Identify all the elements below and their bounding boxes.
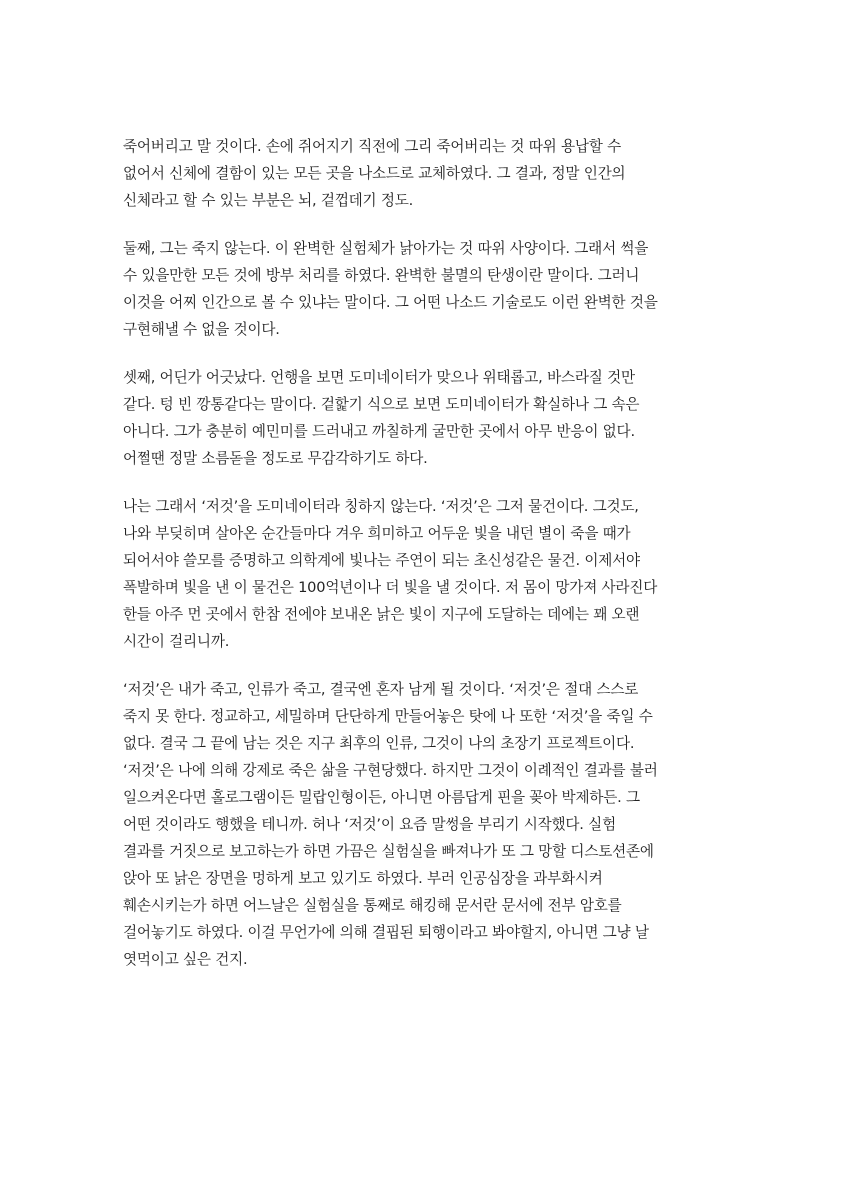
text-line: 같다. 텅 빈 깡통같다는 말이다. 겉핥기 식으로 보면 도미네이터가 확실하나 그 속은 xyxy=(123,396,640,413)
text-line: 앉아 또 낡은 장면을 멍하게 보고 있기도 하였다. 부러 인공심장을 과부화시켜 xyxy=(123,870,603,887)
text-line: 셋째, 어딘가 어긋났다. 언행을 보면 도미네이터가 맞으나 위태롭고, 바스라질 것만 xyxy=(123,369,635,386)
text-line: 죽어버리고 말 것이다. 손에 쥐어지기 직전에 그리 죽어버리는 것 따위 용납할 수 xyxy=(123,138,621,155)
text-line: 죽지 못 한다. 정교하고, 세밀하며 단단하게 만들어놓은 탓에 나 또한 ‘저것’을 죽일 수 xyxy=(123,708,653,725)
text-line: 둘째, 그는 죽지 않는다. 이 완벽한 실험체가 낡아가는 것 따위 사양이다. 그래서 썩을 xyxy=(123,240,649,257)
text-line: 신체라고 할 수 있는 부분은 뇌, 겉껍데기 정도. xyxy=(123,192,414,209)
text-line: 일으켜온다면 홀로그램이든 밀랍인형이든, 아니면 아름답게 핀을 꽂아 박제하든. 그 xyxy=(123,789,640,806)
text-line: 결과를 거짓으로 보고하는가 하면 가끔은 실험실을 빠져나가 또 그 망할 디스토션존에 xyxy=(123,843,654,860)
text-line: 나와 부딪히며 살아온 순간들마다 겨우 희미하고 어두운 빛을 내던 별이 죽을 때가 xyxy=(123,525,631,542)
text-line: 어쩔땐 정말 소름돋을 정도로 무감각하기도 하다. xyxy=(123,450,428,467)
text-line: 없다. 결국 그 끝에 남는 것은 지구 최후의 인류, 그것이 나의 초장기 프로젝트이다. xyxy=(123,735,635,752)
text-line: 이것을 어찌 인간으로 볼 수 있냐는 말이다. 그 어떤 나소드 기술로도 이런 완벽한 것을 xyxy=(123,294,658,311)
text-line: 어떤 것이라도 행했을 테니까. 허나 ‘저것’이 요즘 말썽을 부리기 시작했다. 실험 xyxy=(123,816,616,833)
paragraph xyxy=(123,493,723,655)
text-line: 수 있을만한 모든 것에 방부 처리를 하였다. 완벽한 불멸의 탄생이란 말이다. 그러니 xyxy=(123,267,640,284)
paragraph xyxy=(123,133,723,214)
text-line: 되어서야 쓸모를 증명하고 의학계에 빛나는 주연이 되는 초신성같은 물건. 이제서야 xyxy=(123,552,640,569)
text-line: 아니다. 그가 충분히 예민미를 드러내고 까칠하게 굴만한 곳에서 아무 반응이 없다. xyxy=(123,423,635,440)
paragraph xyxy=(123,364,723,472)
text-line: 걸어놓기도 하였다. 이걸 무언가에 의해 결핍된 퇴행이라고 봐야할지, 아니면 그냥 날 xyxy=(123,924,649,941)
text-line: 폭발하며 빛을 낸 이 물건은 100억년이나 더 빛을 낼 것이다. 저 몸이 망가져 사라진다 xyxy=(123,579,658,596)
text-line: 나는 그래서 ‘저것’을 도미네이터라 칭하지 않는다. ‘저것’은 그저 물건이다. 그것도, xyxy=(123,498,639,515)
text-line: 없어서 신체에 결함이 있는 모든 곳을 나소드로 교체하였다. 그 결과, 정말 인간의 xyxy=(123,165,626,182)
text-line: 구현해낼 수 없을 것이다. xyxy=(123,321,280,338)
document-body xyxy=(123,133,723,994)
text-line: 시간이 걸리니까. xyxy=(123,633,230,650)
text-line: ‘저것’은 나에 의해 강제로 죽은 삶을 구현당했다. 하지만 그것이 이례적인 결과를 불러 xyxy=(123,762,658,779)
text-line: 한들 아주 먼 곳에서 한참 전에야 보내온 낡은 빛이 지구에 도달하는 데에는 꽤 오랜 xyxy=(123,606,640,623)
text-line: ‘저것’은 내가 죽고, 인류가 죽고, 결국엔 혼자 남게 될 것이다. ‘저것’은 절대 스스로 xyxy=(123,681,639,698)
paragraph xyxy=(123,676,723,973)
paragraph xyxy=(123,235,723,343)
text-line: 엿먹이고 싶은 건지. xyxy=(123,951,248,968)
text-line: 훼손시키는가 하면 어느날은 실험실을 통째로 해킹해 문서란 문서에 전부 암호를 xyxy=(123,897,622,914)
